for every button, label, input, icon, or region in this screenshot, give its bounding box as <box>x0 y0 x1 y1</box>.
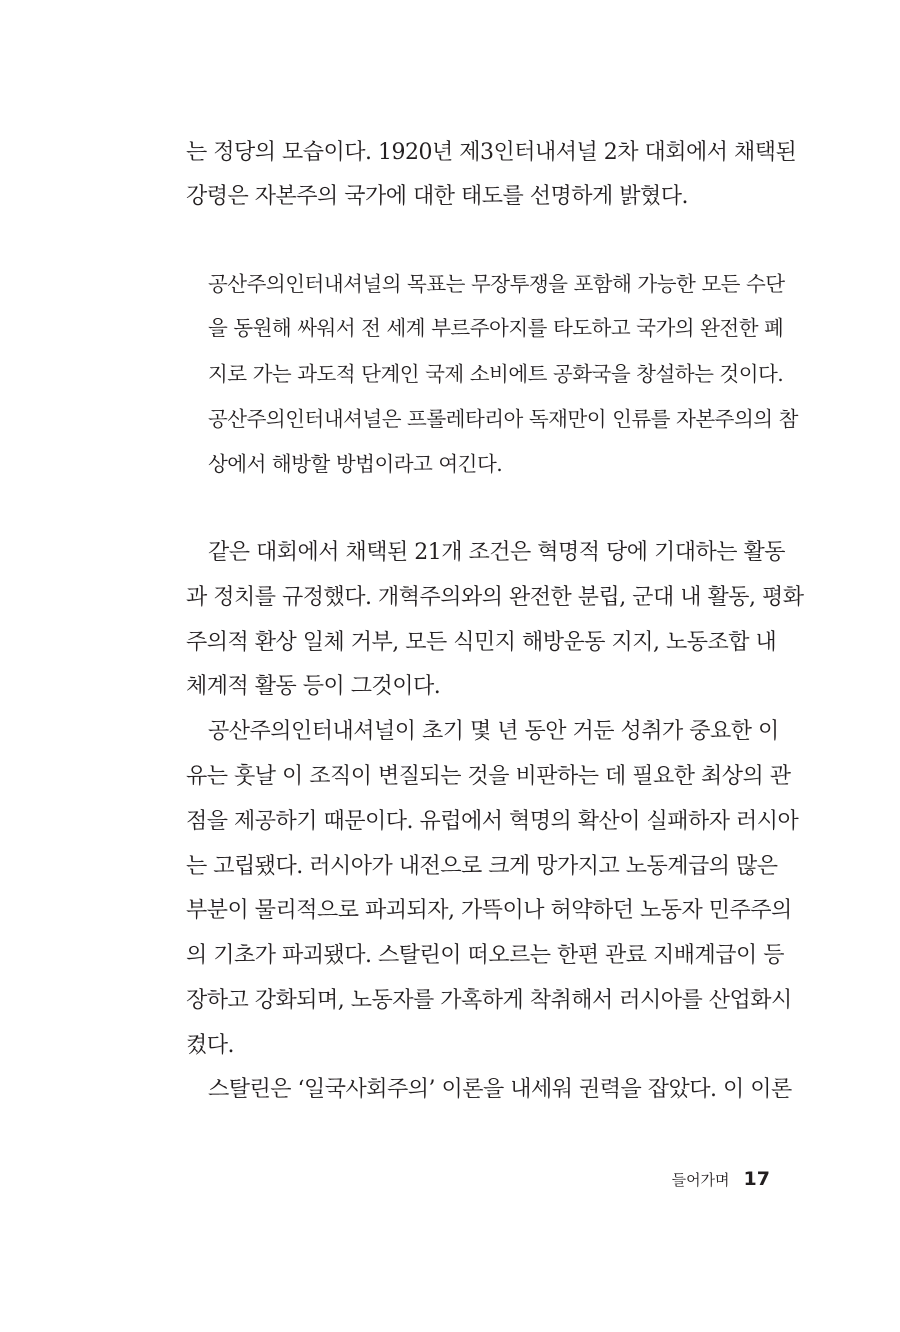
text-line: 체계적 활동 등이 그것이다. <box>186 674 441 699</box>
page-number: 17 <box>743 1168 770 1190</box>
page-footer <box>600 1168 770 1196</box>
text-line: 의 기초가 파괴됐다. 스탈린이 떠오르는 한편 관료 지배계급이 등 <box>186 943 784 968</box>
text-line: 같은 대회에서 채택된 21개 조건은 혁명적 당에 기대하는 활동 <box>208 540 785 565</box>
quote-line: 공산주의인터내셔널은 프롤레타리아 독재만이 인류를 자본주의의 참 <box>208 407 798 431</box>
text-line: 주의적 환상 일체 거부, 모든 식민지 해방운동 지지, 노동조합 내 <box>186 630 777 655</box>
quote-line: 상에서 해방할 방법이라고 여긴다. <box>208 452 503 476</box>
text-line: 강령은 자본주의 국가에 대한 태도를 선명하게 밝혔다. <box>186 184 688 209</box>
text-line: 장하고 강화되며, 노동자를 가혹하게 착취해서 러시아를 산업화시 <box>186 988 792 1013</box>
text-line: 점을 제공하기 때문이다. 유럽에서 혁명의 확산이 실패하자 러시아 <box>186 809 799 834</box>
running-section-title: 들어가며 <box>671 1170 730 1189</box>
text-line: 스탈린은 ‘일국사회주의’ 이론을 내세워 권력을 잡았다. 이 이론 <box>208 1077 792 1102</box>
quote-line: 공산주의인터내셔널의 목표는 무장투쟁을 포함해 가능한 모든 수단 <box>208 272 785 296</box>
quote-line: 을 동원해 싸워서 전 세계 부르주아지를 타도하고 국가의 완전한 폐 <box>208 316 784 340</box>
text-line: 공산주의인터내셔널이 초기 몇 년 동안 거둔 성취가 중요한 이 <box>208 719 779 744</box>
text-line: 부분이 물리적으로 파괴되자, 가뜩이나 허약하던 노동자 민주주의 <box>186 898 792 923</box>
text-line: 과 정치를 규정했다. 개혁주의와의 완전한 분립, 군대 내 활동, 평화 <box>186 585 804 610</box>
text-line: 켰다. <box>186 1033 234 1058</box>
text-line: 는 정당의 모습이다. 1920년 제3인터내셔널 2차 대회에서 채택된 <box>186 140 797 165</box>
text-line: 는 고립됐다. 러시아가 내전으로 크게 망가지고 노동계급의 많은 <box>186 854 778 879</box>
text-line: 유는 훗날 이 조직이 변질되는 것을 비판하는 데 필요한 최상의 관 <box>186 764 791 789</box>
quote-line: 지로 가는 과도적 단계인 국제 소비에트 공화국을 창설하는 것이다. <box>208 362 784 386</box>
